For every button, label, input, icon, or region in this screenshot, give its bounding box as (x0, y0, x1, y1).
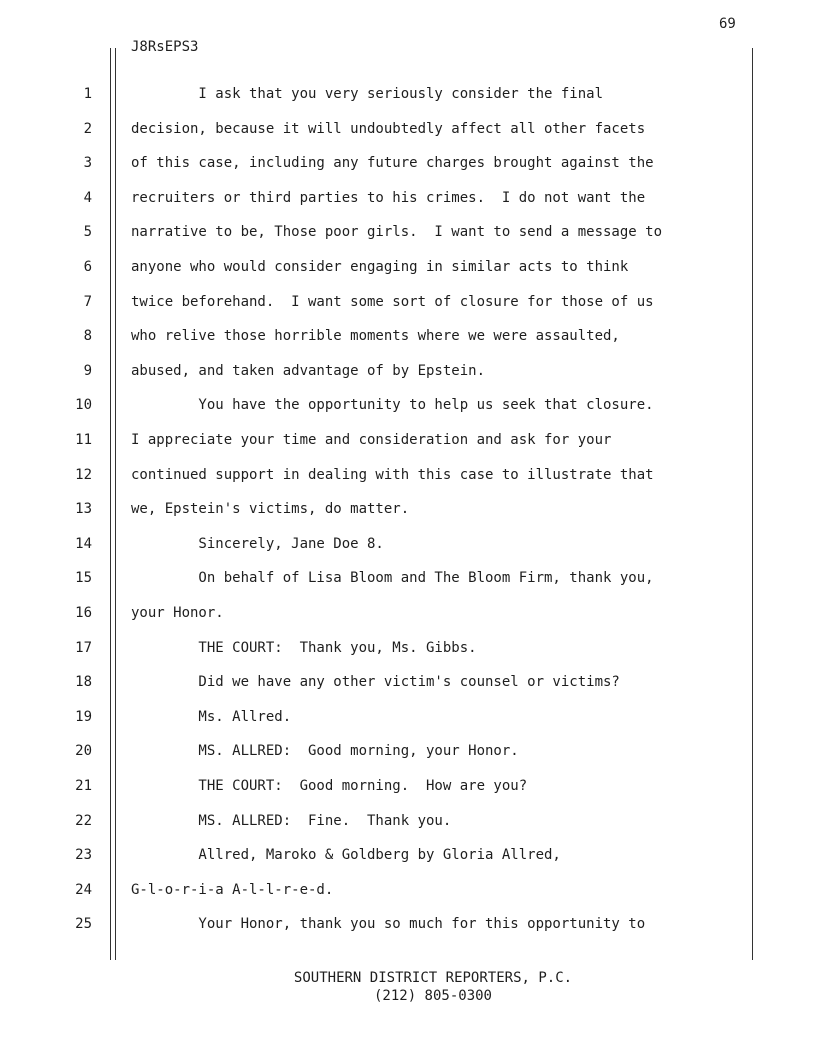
transcript-line (0, 113, 816, 147)
line-number: 16 (75, 605, 92, 621)
line-number: 20 (75, 743, 92, 760)
transcript-line (0, 286, 816, 320)
footer (0, 969, 816, 1005)
transcript-line (0, 78, 816, 112)
line-number: 24 (75, 881, 92, 898)
line-text: who relive those horrible moments where we were assaulted, (131, 328, 620, 345)
transcript-line (0, 182, 816, 216)
line-text: of this case, including any future charges brought against the (131, 155, 654, 172)
transcript-line (0, 562, 816, 596)
line-text: Allred, Maroko & Goldberg by Gloria Allred, (131, 847, 561, 864)
transcript-line (0, 735, 816, 769)
line-text: G-l-o-r-i-a A-l-l-r-e-d. (131, 881, 334, 898)
line-text: twice beforehand. I want some sort of closure for those of us (131, 293, 654, 310)
line-number: 13 (75, 501, 92, 518)
line-number: 21 (75, 778, 92, 794)
transcript-line (0, 770, 816, 804)
line-text: narrative to be, Those poor girls. I want to send a message to (131, 224, 663, 241)
line-text: abused, and taken advantage of by Epstein. (131, 362, 486, 379)
transcript-line (0, 424, 816, 458)
transcript-line (0, 874, 816, 908)
transcript-line (0, 666, 816, 700)
line-text: we, Epstein's victims, do matter. (131, 501, 410, 518)
line-number: 11 (75, 432, 92, 448)
header-code: J8RsEPS3 (131, 39, 199, 55)
transcript-line (0, 908, 816, 942)
line-number: 22 (75, 812, 92, 829)
line-number: 9 (83, 362, 92, 379)
page-number: 69 (719, 16, 736, 32)
line-text: THE COURT: Good morning. How are you? (131, 778, 528, 794)
line-number: 19 (75, 708, 92, 725)
line-text: You have the opportunity to help us seek that closure. (131, 397, 654, 414)
line-text: anyone who would consider engaging in similar acts to think (131, 259, 629, 275)
line-number: 5 (83, 224, 92, 241)
line-number: 10 (75, 397, 92, 414)
line-number: 3 (83, 155, 92, 172)
transcript-line (0, 320, 816, 354)
footer-phone: (212) 805-0300 (373, 988, 492, 1004)
line-number: 2 (83, 120, 92, 137)
transcript-line (0, 216, 816, 250)
transcript-line (0, 632, 816, 666)
line-text: THE COURT: Thank you, Ms. Gibbs. (131, 639, 477, 656)
line-number: 25 (75, 916, 92, 933)
line-number: 6 (83, 259, 92, 275)
line-text: MS. ALLRED: Good morning, your Honor. (131, 743, 519, 760)
transcript-line (0, 528, 816, 562)
line-number: 7 (83, 293, 92, 310)
line-text: Ms. Allred. (131, 708, 292, 725)
line-number: 8 (83, 328, 92, 345)
transcript-line (0, 701, 816, 735)
line-number: 18 (75, 674, 92, 691)
line-text: I ask that you very seriously consider the final (131, 86, 604, 102)
line-text: I appreciate your time and consideration and ask for your (131, 432, 612, 448)
line-number: 1 (83, 86, 92, 102)
line-text: On behalf of Lisa Bloom and The Bloom Firm, thank you, (131, 570, 654, 587)
line-number: 17 (75, 639, 92, 656)
line-number: 15 (75, 570, 92, 587)
transcript-line (0, 355, 816, 389)
line-text: decision, because it will undoubtedly affect all other facets (131, 120, 646, 137)
line-text: Did we have any other victim's counsel or victims? (131, 674, 620, 691)
line-text: MS. ALLRED: Fine. Thank you. (131, 812, 452, 829)
line-text: your Honor. (131, 605, 224, 621)
line-number: 23 (75, 847, 92, 864)
transcript-line (0, 389, 816, 423)
transcript-line (0, 597, 816, 631)
line-text: continued support in dealing with this case to illustrate that (131, 466, 654, 483)
footer-reporter-name: SOUTHERN DISTRICT REPORTERS, P.C. (293, 970, 573, 986)
transcript-line (0, 147, 816, 181)
line-number: 12 (75, 466, 92, 483)
line-text: Sincerely, Jane Doe 8. (131, 535, 384, 552)
transcript-line (0, 251, 816, 285)
transcript-line (0, 459, 816, 493)
line-number: 4 (83, 189, 92, 206)
line-number: 14 (75, 535, 92, 552)
transcript-line (0, 839, 816, 873)
line-text: Your Honor, thank you so much for this opportunity to (131, 916, 646, 933)
transcript-line (0, 805, 816, 839)
transcript-line (0, 493, 816, 527)
line-text: recruiters or third parties to his crimes. I do not want the (131, 189, 646, 206)
